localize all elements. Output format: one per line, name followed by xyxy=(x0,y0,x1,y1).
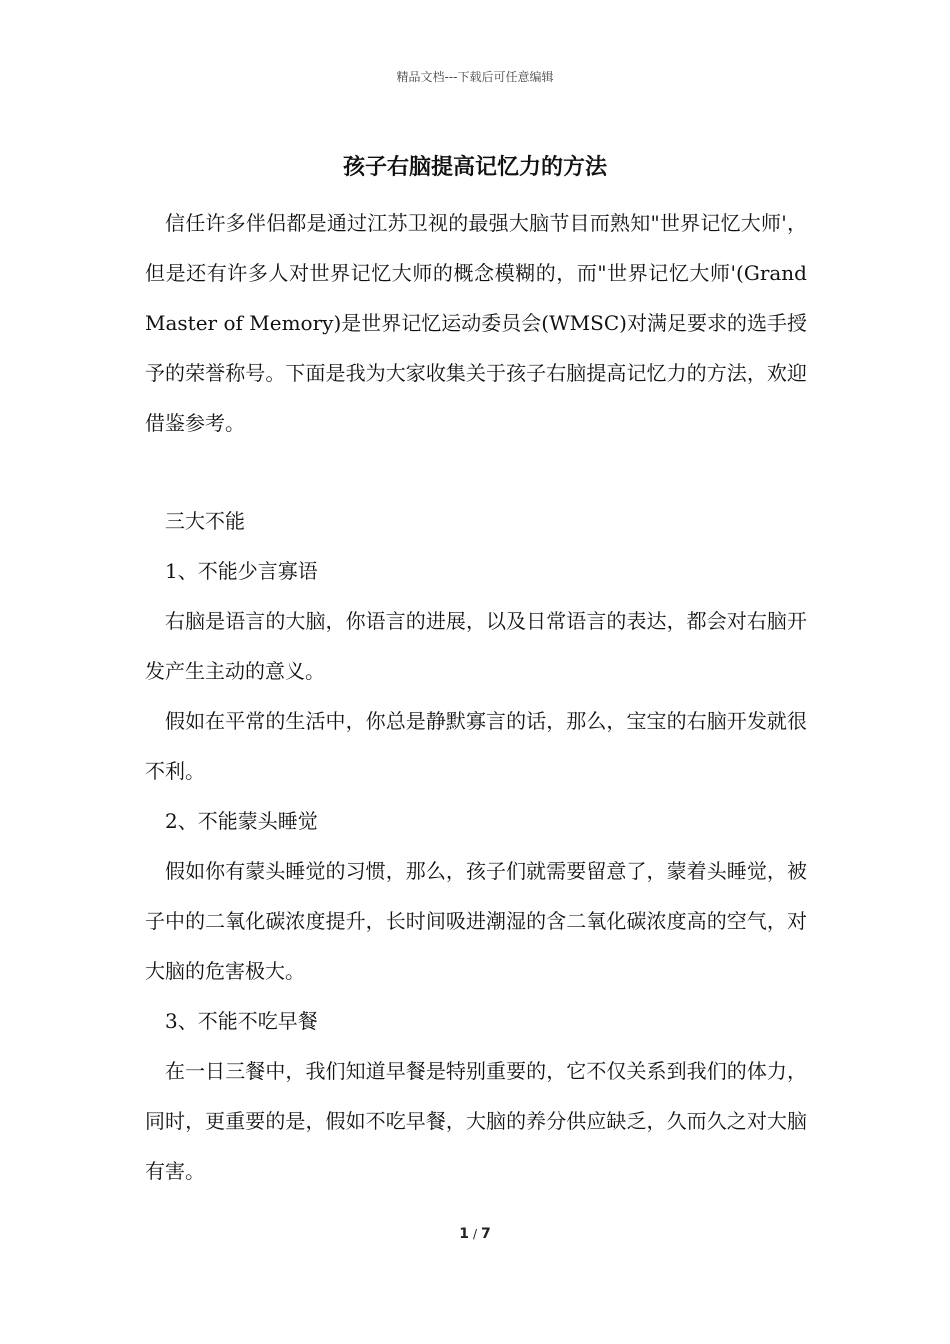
intro-paragraph: 信任许多伴侣都是通过江苏卫视的最强大脑节目而熟知"世界记忆大师'，但是还有许多人对世界记忆大师的概念模糊的，而"世界记忆大师'(Grand Master of Memory)是世界记忆运动委员会(WMSC)对满足要求的选手授予的荣誉称号。下面是我为大家收集关于孩子右脑提高记忆力的方法，欢迎借鉴参考。 xyxy=(145,211,807,435)
item-heading-3: 3、不能不吃早餐 xyxy=(165,1009,318,1033)
item-1-paragraph-2: 假如在平常的生活中，你总是静默寡言的话，那么，宝宝的右脑开发就很不利。 xyxy=(145,709,807,783)
item-heading-2: 2、不能蒙头睡觉 xyxy=(165,809,318,833)
section-title: 三大不能 xyxy=(165,509,245,533)
item-1-paragraph-1: 右脑是语言的大脑，你语言的进展，以及日常语言的表达，都会对右脑开发产生主动的意义。 xyxy=(145,609,807,683)
item-heading-1: 1、不能少言寡语 xyxy=(165,559,318,583)
page-number xyxy=(0,1226,950,1242)
header-note: 精品文档---下载后可任意编辑 xyxy=(396,70,554,84)
total-pages: 7 xyxy=(481,1226,491,1242)
item-3-paragraph-1: 在一日三餐中，我们知道早餐是特别重要的，它不仅关系到我们的体力，同时，更重要的是，假如不吃早餐，大脑的养分供应缺乏，久而久之对大脑有害。 xyxy=(145,1059,807,1183)
current-page: 1 xyxy=(459,1226,469,1242)
document-body xyxy=(145,198,807,1196)
section-spacer xyxy=(145,448,807,496)
document-title: 孩子右脑提高记忆力的方法 xyxy=(342,154,607,180)
item-2-paragraph-1: 假如你有蒙头睡觉的习惯，那么，孩子们就需要留意了，蒙着头睡觉，被子中的二氧化碳浓度提升，长时间吸进潮湿的含二氧化碳浓度高的空气，对大脑的危害极大。 xyxy=(145,859,807,983)
page-separator: / xyxy=(472,1227,478,1241)
